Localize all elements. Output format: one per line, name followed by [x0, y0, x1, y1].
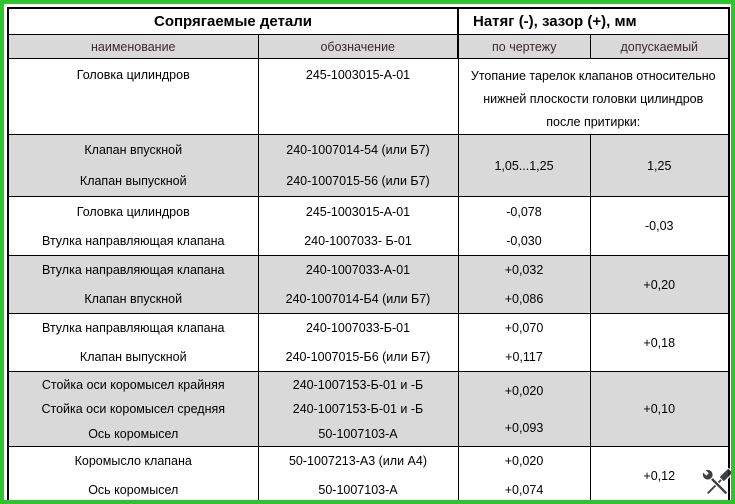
allowed-cell: +0,20 [590, 256, 729, 314]
part-designation: 245-1003015-А-01 [305, 204, 411, 219]
table-row [8, 447, 729, 504]
table-row [8, 372, 729, 447]
allowed-cell: -0,03 [590, 197, 729, 256]
designation-cell [258, 197, 458, 256]
part-designation: 240-1007153-Б-01 и -Б [292, 377, 424, 392]
name-cell [8, 447, 258, 504]
by-drawing-cell [458, 314, 590, 372]
by-drawing-value: +0,070 [504, 321, 544, 336]
parts-group-header: Сопрягаемые детали [8, 8, 458, 35]
by-drawing-value: +0,093 [504, 420, 544, 435]
table-row [8, 59, 729, 135]
part-designation: 50-1007103-А [318, 482, 398, 497]
part-name: Клапан выпускной [79, 173, 187, 188]
table-row [8, 197, 729, 256]
by-drawing-cell [458, 197, 590, 256]
table-group-header-row [8, 8, 729, 35]
part-designation: 240-1007014-54 (или Б7) [286, 143, 430, 158]
designation-cell [258, 59, 458, 135]
name-cell [8, 197, 258, 256]
by-drawing-value: -0,030 [506, 233, 542, 248]
part-name: Ось коромысел [88, 482, 179, 497]
crossed-tools-icon [696, 463, 735, 504]
col-header-by-drawing: по чертежу [458, 35, 590, 59]
part-designation: 240-1007015-Б6 (или Б7) [285, 349, 431, 364]
name-cell [8, 59, 258, 135]
part-name: Стойка оси коромысел средняя [41, 402, 226, 417]
by-drawing-value: 1,05...1,25 [494, 158, 554, 173]
fit-group-header: Натяг (-), зазор (+), мм [458, 8, 729, 35]
part-name: Головка цилиндров [76, 204, 190, 219]
part-name: Втулка направляющая клапана [42, 263, 225, 278]
name-cell [8, 314, 258, 372]
designation-cell [258, 447, 458, 504]
designation-cell [258, 135, 458, 197]
col-header-name: наименование [8, 35, 258, 59]
designation-cell [258, 256, 458, 314]
by-drawing-value: +0,020 [504, 383, 544, 398]
name-cell [8, 256, 258, 314]
part-name: Головка цилиндров [76, 68, 190, 82]
part-name: Клапан впускной [84, 143, 183, 158]
table-column-header-row [8, 35, 729, 59]
part-name: Клапан выпускной [79, 349, 187, 364]
name-cell [8, 372, 258, 447]
name-cell [8, 135, 258, 197]
part-designation: 50-1007103-А [318, 426, 398, 441]
allowed-cell: +0,12 [590, 447, 729, 504]
part-designation: 240-1007153-Б-01 и -Б [292, 402, 424, 417]
fits-clearances-table [7, 7, 730, 504]
designation-cell [258, 314, 458, 372]
designation-cell [258, 372, 458, 447]
part-designation: 240-1007033-А-01 [305, 263, 411, 278]
part-name: Клапан впускной [84, 291, 183, 306]
by-drawing-value: +0,020 [504, 454, 544, 469]
allowed-cell: 1,25 [590, 135, 729, 197]
by-drawing-value: +0,086 [504, 291, 544, 306]
part-name: Ось коромысел [88, 426, 179, 441]
part-name: Коромысло клапана [74, 454, 192, 469]
part-designation: 240-1007033-Б-01 [305, 321, 411, 336]
table-row [8, 256, 729, 314]
by-drawing-cell [458, 447, 590, 504]
by-drawing-cell [458, 372, 590, 447]
note-cell: Утопание тарелок клапанов относительно нижней плоскости головки цилиндров после притирки: [458, 59, 729, 135]
part-designation: 50-1007213-А3 (или А4) [288, 454, 427, 469]
by-drawing-value: -0,078 [506, 204, 542, 219]
by-drawing-value: +0,032 [504, 263, 544, 278]
part-designation: 245-1003015-А-01 [305, 68, 411, 82]
allowed-cell: +0,10 [590, 372, 729, 447]
allowed-cell: +0,18 [590, 314, 729, 372]
part-name: Втулка направляющая клапана [42, 233, 225, 248]
by-drawing-cell [458, 256, 590, 314]
part-designation: 240-1007014-Б4 (или Б7) [285, 291, 431, 306]
col-header-allowed: допускаемый [590, 35, 729, 59]
table-row [8, 314, 729, 372]
by-drawing-cell [458, 135, 590, 197]
col-header-designation: обозначение [258, 35, 458, 59]
table-row [8, 135, 729, 197]
part-designation: 240-1007033- Б-01 [304, 233, 412, 248]
by-drawing-value: +0,117 [505, 349, 543, 364]
part-designation: 240-1007015-56 (или Б7) [286, 173, 430, 188]
by-drawing-value: +0,074 [504, 482, 544, 497]
part-name: Втулка направляющая клапана [42, 321, 225, 336]
part-name: Стойка оси коромысел крайняя [41, 377, 225, 392]
